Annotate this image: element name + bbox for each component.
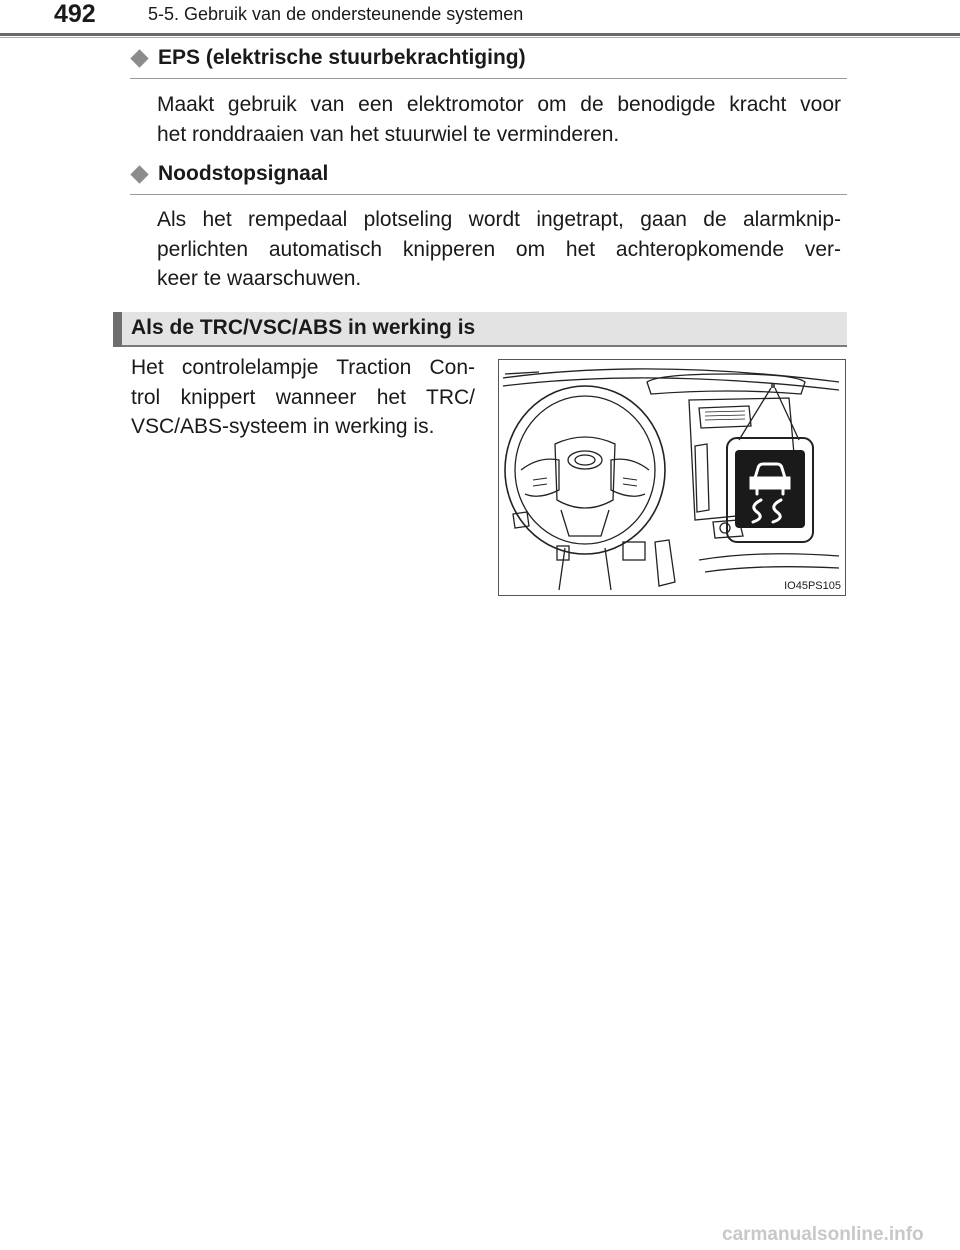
paragraph-eps [157, 90, 841, 149]
diamond-bullet-icon [130, 49, 148, 67]
dashboard-illustration [498, 359, 846, 596]
paragraph-line: Maakt gebruik van een elektromotor om de benodigde kracht voor [157, 93, 841, 116]
paragraph-line: perlichten automatisch knipperen om het achteropkomende ver- [157, 237, 841, 261]
paragraph-line: Als het rempedaal plotseling wordt ingetrapt, gaan de alarmknip- [157, 208, 841, 231]
section-bar-title: Als de TRC/VSC/ABS in werking is [131, 316, 476, 339]
body-line: VSC/ABS-systeem in werking is. [131, 415, 435, 438]
figure-code: IO45PS105 [784, 580, 841, 592]
body-line: trol knippert wanneer het TRC/ [131, 385, 475, 409]
dashboard-drawing [499, 360, 845, 595]
running-header: 5-5. Gebruik van de ondersteunende systemen [148, 4, 524, 24]
body-line: Het controlelampje Traction Con- [131, 356, 475, 379]
header-rule-thin [0, 37, 960, 38]
subheading-noodstop [130, 160, 847, 195]
paragraph-line: keer te waarschuwen. [157, 267, 362, 290]
subheading-eps-title: EPS (elektrische stuurbekrachtiging) [158, 46, 526, 69]
body-text [131, 353, 475, 442]
section-bar-accent [113, 312, 122, 347]
section-bar [113, 312, 847, 347]
paragraph-noodstop [157, 205, 841, 294]
page-number: 492 [54, 0, 96, 28]
paragraph-line: het ronddraaien van het stuurwiel te verminderen. [157, 122, 620, 146]
subheading-noodstop-title: Noodstopsignaal [158, 162, 329, 185]
watermark: carmanualsonline.info [722, 1224, 924, 1245]
subheading-eps [130, 44, 847, 79]
header-rule [0, 33, 960, 36]
diamond-bullet-icon [130, 165, 148, 183]
